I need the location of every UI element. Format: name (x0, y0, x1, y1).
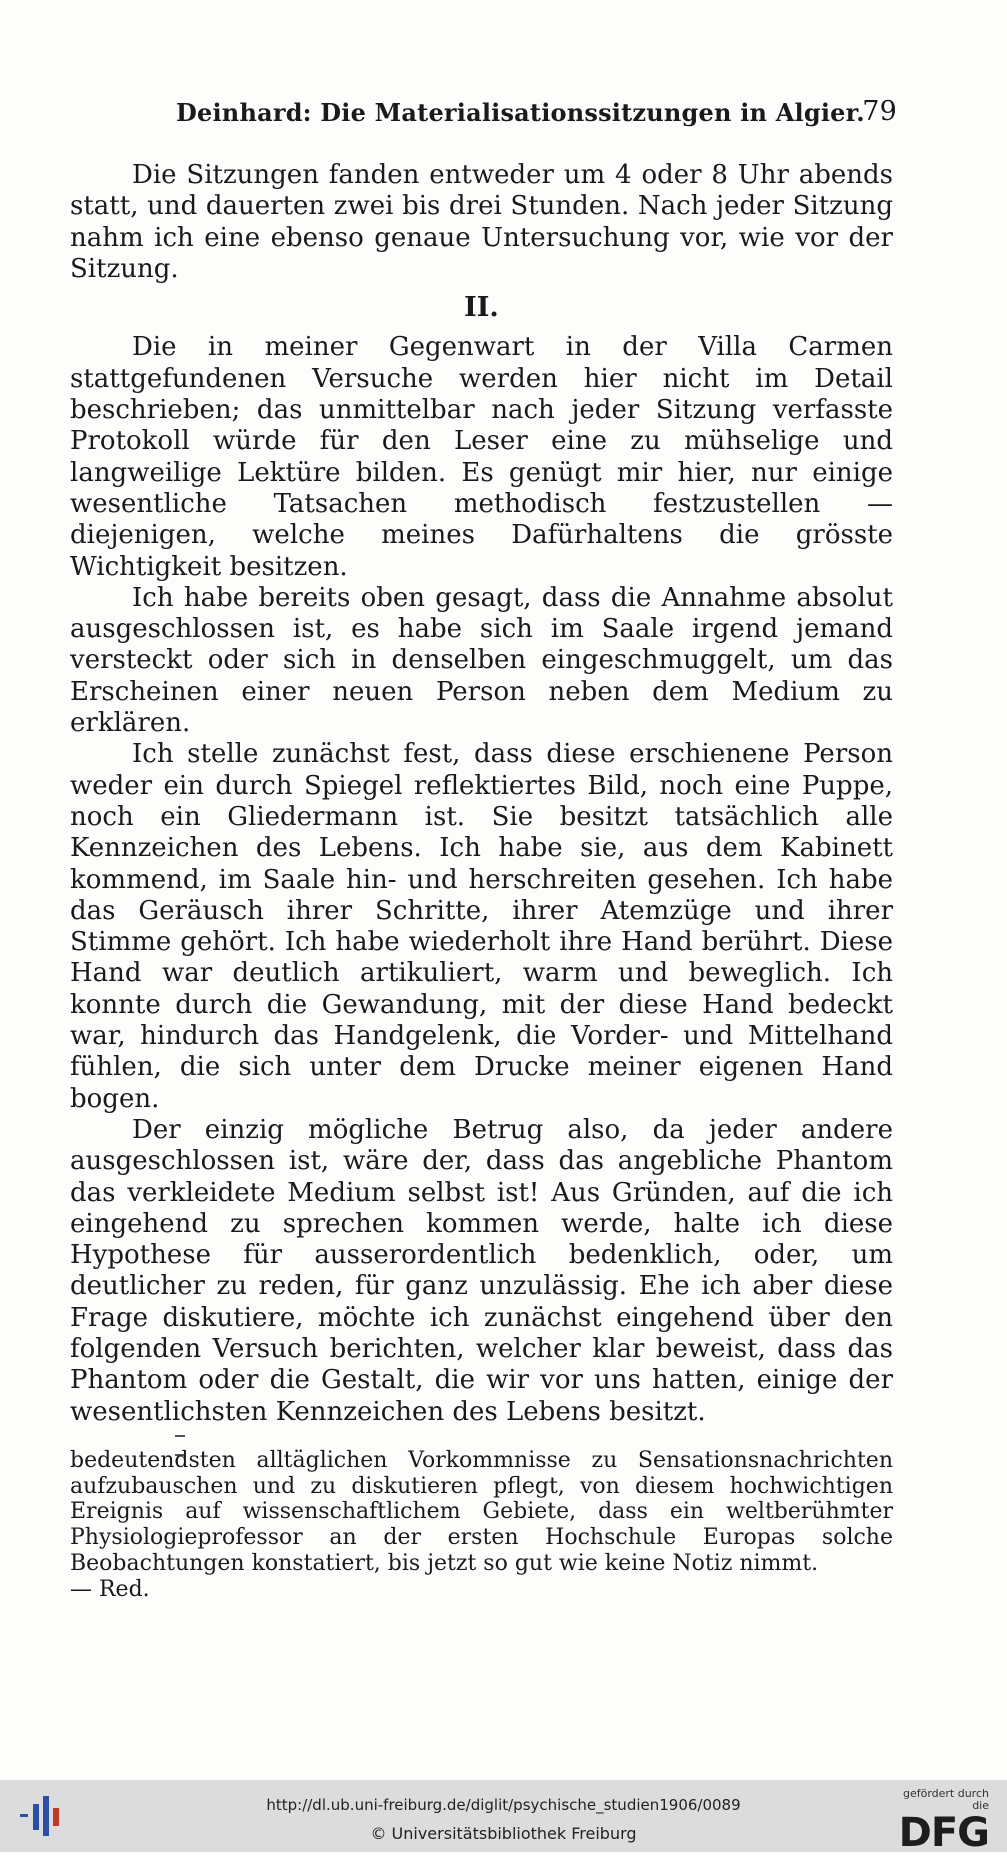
sponsor-caption: gefördert durch die (902, 1787, 989, 1812)
footnote-separator (175, 1422, 225, 1426)
copyright-text: © Universitätsbibliothek Freiburg (370, 1824, 637, 1843)
paragraph: Der einzig mögliche Betrug also, da jeder andere ausgeschlossen ist, wäre der, dass das angebliche Phantom das verkleidete Medium selbst ist! Aus Gründen, auf die ich eingehend zu sprechen kommen werde, halte ich diese Hypothese für ausserordentlich bedenklich, oder, um deutlicher zu reden, für ganz unzulässig. Ehe ich aber diese Frage diskutiere, möchte ich zunächst eingehend über den folgenden Versuch berichten, welcher klar beweist, dass das Phantom oder die Gestalt, die wir vor uns hatten, einige der wesentlichsten Kennzeichen des Lebens besitzt. (70, 1114, 893, 1427)
paragraph: Die in meiner Gegenwart in der Villa Carmen stattgefundenen Versuche werden hier nicht im Detail beschrieben; das unmittelbar nach jeder Sitzung verfasste Protokoll würde für den Leser eine zu mühselige und langweilige Lektüre bilden. Es genügt mir hier, nur einige wesentliche Tatsachen methodisch festzustellen — diejenigen, welche meines Dafürhaltens die grösste Wichtigkeit besitzen. (70, 332, 893, 582)
viewer-footer (0, 1780, 1007, 1856)
paragraph: Ich stelle zunächst fest, dass diese erschienene Person weder ein durch Spiegel reflektiertes Bild, noch eine Puppe, noch ein Gliedermann ist. Sie besitzt tatsächlich alle Kennzeichen des Lebens. Ich habe sie, aus dem Kabinett kommend, im Saale hin- und herschreiten gesehen. Ich habe das Geräusch ihrer Schritte, ihrer Atemzüge und ihrer Stimme gehört. Ich habe wiederholt ihre Hand berührt. Diese Hand war deutlich artikuliert, warm und beweglich. Ich konnte durch die Gewandung, mit der diese Hand bedeckt war, hindurch das Handgelenk, die Vorder- und Mittelhand fühlen, die sich unter dem Drucke meiner eigenen Hand bogen. (70, 739, 893, 1114)
page-number: 79 (862, 96, 897, 127)
footnote (70, 1448, 893, 1602)
paragraph: Ich habe bereits oben gesagt, dass die Annahme absolut ausgeschlossen ist, es habe sich im Saale irgend jemand versteckt oder sich in denselben eingeschmuggelt, um das Erscheinen einer neuen Person neben dem Medium zu erklären. (70, 582, 893, 739)
footnote-text: bedeutendsten alltäglichen Vorkommnisse zu Sensationsnachrichten aufzubauschen und zu diskutieren pflegt, von diesem hochwichtigen Ereignis auf wissenschaftlichem Gebiete, dass ein weltberühmter Physiologieprofessor an der ersten Hochschule Europas solche Beobachtungen konstatiert, bis jetzt so gut wie keine Notiz nimmt. (70, 1448, 893, 1576)
dfg-logo (889, 1787, 989, 1856)
source-link[interactable]: http://dl.ub.uni-freiburg.de/diglit/psychische_studien1906/0089 (266, 1796, 741, 1814)
paragraph: Die Sitzungen fanden entweder um 4 oder 8 Uhr abends statt, und dauerten zwei bis drei Stunden. Nach jeder Sitzung nahm ich eine ebenso genaue Untersuchung vor, wie vor der Sitzung. (70, 160, 893, 284)
main-text (70, 160, 893, 1428)
dfg-wordmark: DFG (898, 1810, 989, 1856)
section-heading: II. (464, 292, 499, 324)
running-title: Deinhard: Die Materialisationssitzungen in Algier. (176, 98, 865, 127)
footnote-signature: — Red. (70, 1576, 150, 1602)
page-header (70, 98, 897, 138)
